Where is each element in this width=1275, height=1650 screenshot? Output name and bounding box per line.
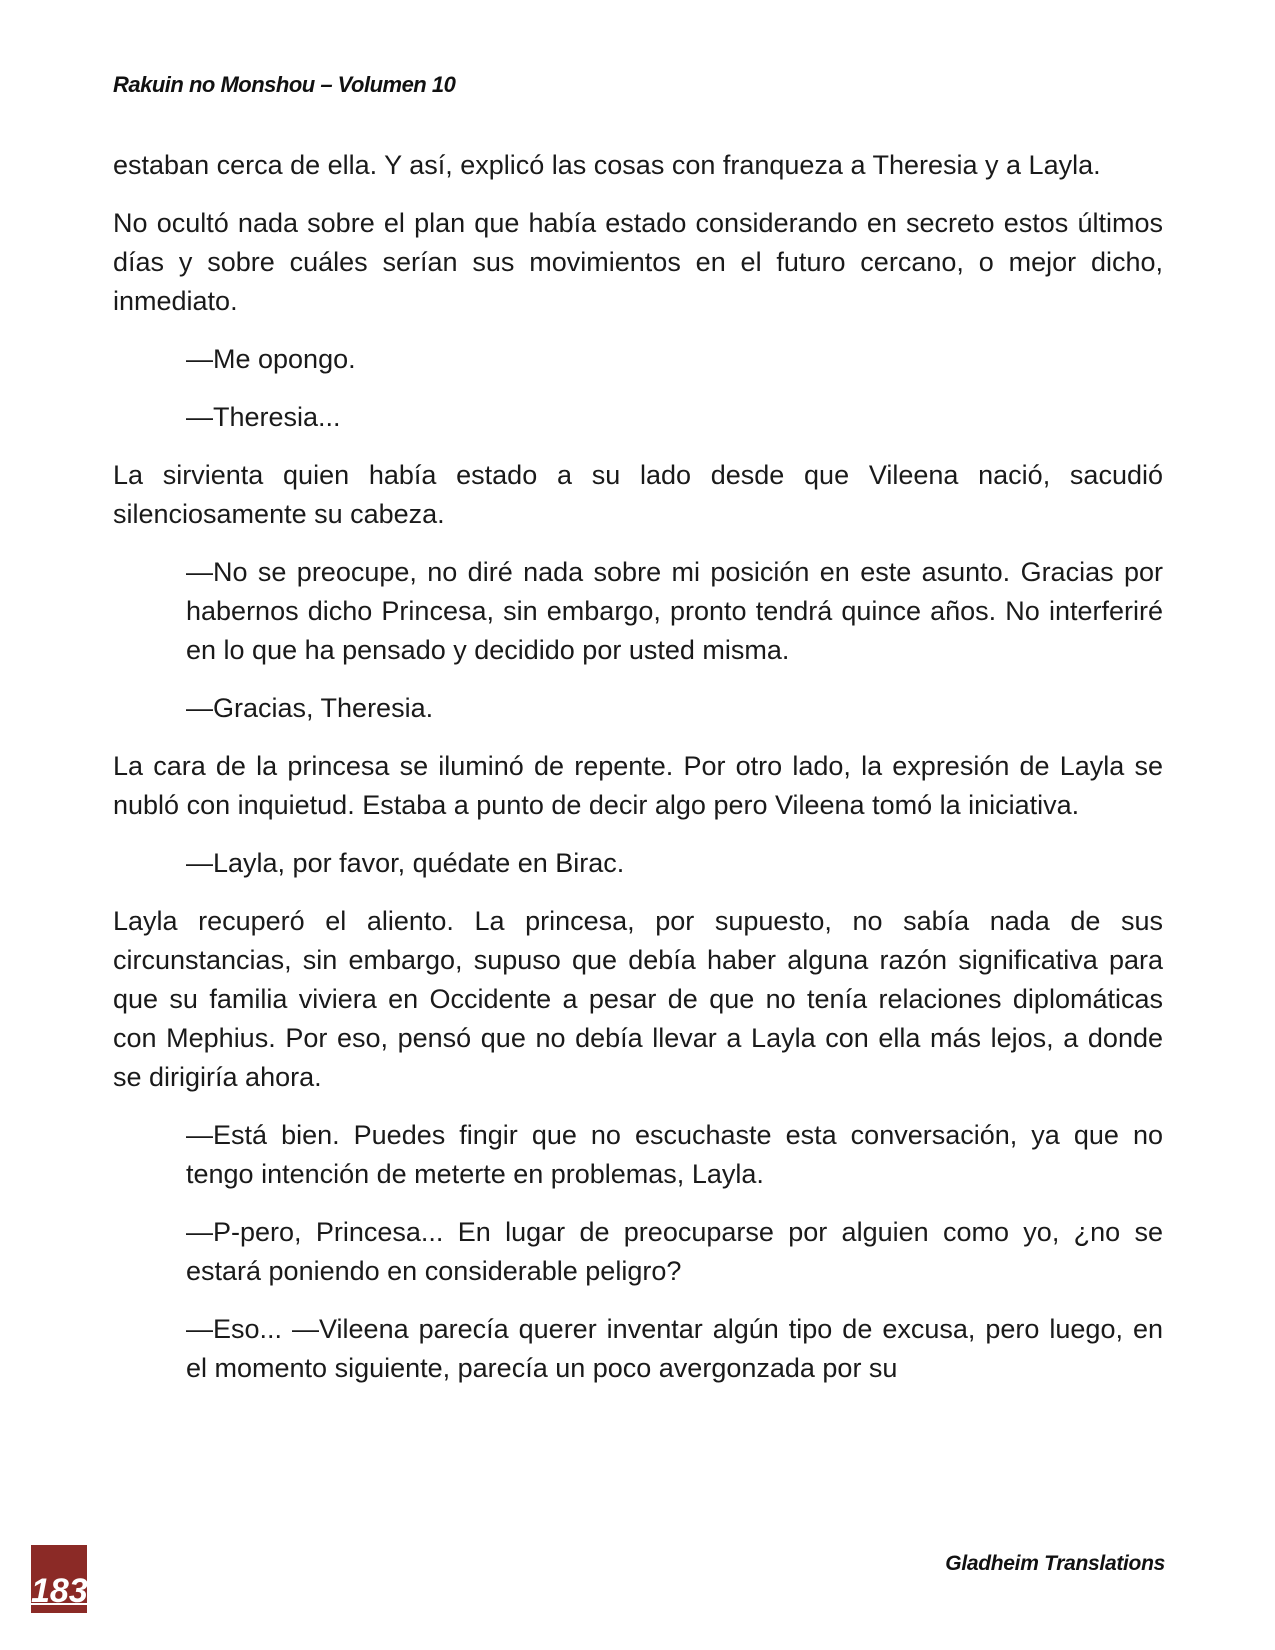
dialogue-line: —No se preocupe, no diré nada sobre mi posición en este asunto. Gracias por habernos dicho Princesa, sin embargo, pronto tendrá quince años. No interferiré en lo que ha pensado y decidido por usted misma.	[186, 557, 1163, 665]
dialogue-line: —Me opongo.	[186, 344, 356, 374]
paragraph: No ocultó nada sobre el plan que había estado considerando en secreto estos últimos días y sobre cuáles serían sus movimientos en el futuro cercano, o mejor dicho, inmediato.	[113, 208, 1163, 316]
page-number: 183	[31, 1572, 88, 1610]
dialogue-line: —Layla, por favor, quédate en Birac.	[186, 848, 625, 878]
page-body	[113, 146, 1163, 1407]
translator-credit: Gladheim Translations	[945, 1552, 1165, 1575]
dialogue-line: —P-pero, Princesa... En lugar de preocuparse por alguien como yo, ¿no se estará poniendo en considerable peligro?	[186, 1217, 1163, 1286]
dialogue-line: —Gracias, Theresia.	[186, 693, 434, 723]
dialogue-line: —Está bien. Puedes fingir que no escuchaste esta conversación, ya que no tengo intención de meterte en problemas, Layla.	[186, 1120, 1163, 1189]
paragraph: Layla recuperó el aliento. La princesa, por supuesto, no sabía nada de sus circunstancias, sin embargo, supuso que debía haber alguna razón significativa para que su familia viviera en Occidente a pesar de que no tenía relaciones diplomáticas con Mephius. Por eso, pensó que no debía llevar a Layla con ella más lejos, a donde se dirigiría ahora.	[113, 906, 1163, 1092]
dialogue-line: —Theresia...	[186, 402, 341, 432]
paragraph: La cara de la princesa se iluminó de repente. Por otro lado, la expresión de Layla se nubló con inquietud. Estaba a punto de decir algo pero Vileena tomó la iniciativa.	[113, 751, 1163, 820]
paragraph: La sirvienta quien había estado a su lado desde que Vileena nació, sacudió silenciosamente su cabeza.	[113, 460, 1163, 529]
dialogue-line: —Eso... —Vileena parecía querer inventar algún tipo de excusa, pero luego, en el momento siguiente, parecía un poco avergonzada por su	[186, 1314, 1163, 1383]
paragraph: estaban cerca de ella. Y así, explicó las cosas con franqueza a Theresia y a Layla.	[113, 150, 1101, 180]
running-header-title: Rakuin no Monshou – Volumen 10	[113, 72, 456, 97]
